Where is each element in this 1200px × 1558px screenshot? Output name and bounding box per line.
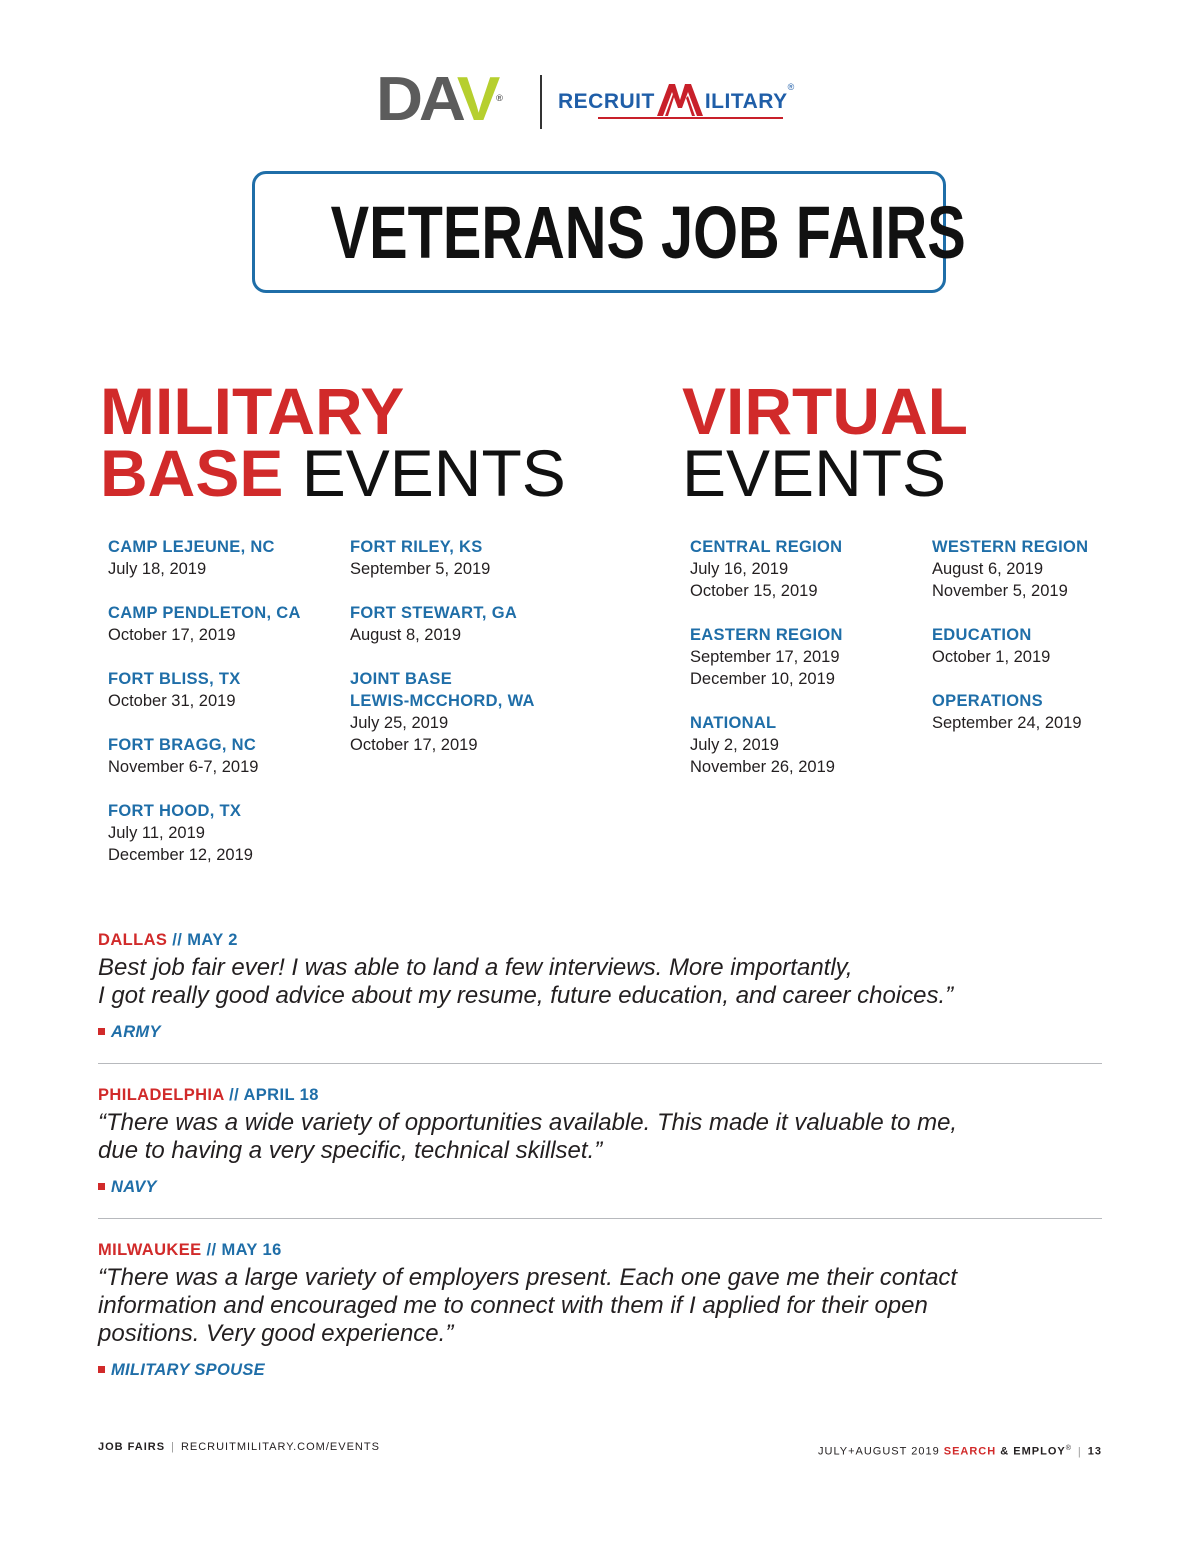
footer-section: JOB FAIRS [98, 1441, 166, 1453]
page-number: 13 [1087, 1445, 1102, 1458]
recruit-military-underline [598, 117, 783, 119]
divider [98, 1218, 1102, 1219]
event-operations: OPERATIONS September 24, 2019 [932, 692, 1082, 732]
event-western-region: WESTERN REGION August 6, 2019 November 5, 2019 [932, 538, 1089, 600]
military-heading-line2: BASE EVENTS [100, 436, 566, 510]
event-central-region: CENTRAL REGION July 16, 2019 October 15, 2019 [690, 538, 843, 600]
footer-issue: JULY+AUGUST 2019 [818, 1445, 940, 1458]
event-national: NATIONAL July 2, 2019 November 26, 2019 [690, 714, 835, 776]
footer-mag-rest: & EMPLOY [996, 1445, 1066, 1458]
virtual-events-heading [682, 374, 968, 510]
testimonial-dallas [98, 930, 1108, 1042]
event-fort-bliss: FORT BLISS, TX October 31, 2019 [108, 670, 241, 710]
event-fort-hood: FORT HOOD, TX July 11, 2019 December 12, 2019 [108, 802, 253, 864]
event-joint-base-lewis-mcchord: JOINT BASE LEWIS-MCCHORD, WA July 25, 2019 October 17, 2019 [350, 670, 535, 754]
event-fort-riley: FORT RILEY, KS September 5, 2019 [350, 538, 491, 578]
bullet-square-icon [98, 1183, 105, 1190]
page-title: VETERANS JOB FAIRS [330, 191, 966, 274]
dav-logo: DAV® [376, 65, 504, 134]
footer-url[interactable]: RECRUITMILITARY.COM/EVENTS [180, 1441, 380, 1453]
bullet-square-icon [98, 1366, 105, 1373]
event-education: EDUCATION October 1, 2019 [932, 626, 1051, 666]
virtual-heading-line1: VIRTUAL [682, 374, 968, 448]
logo-divider [540, 75, 542, 129]
event-eastern-region: EASTERN REGION September 17, 2019 December 10, 2019 [690, 626, 843, 688]
testimonial-quote: “There was a wide variety of opportunities available. This made it valuable to me, due to having a very specific, technical skillset.” [98, 1109, 958, 1164]
testimonial-quote: “There was a large variety of employers present. Each one gave me their contact information and encouraged me to connect with them if I applied for their open positions. Very good experience.” [98, 1264, 958, 1347]
event-fort-stewart: FORT STEWART, GA August 8, 2019 [350, 604, 518, 644]
testimonial-branch: NAVY [98, 1177, 1108, 1197]
testimonial-header: DALLAS // MAY 2 [98, 931, 238, 949]
recruit-military-m-icon [655, 82, 705, 118]
testimonial-branch: MILITARY SPOUSE [98, 1360, 1108, 1380]
footer-right: JULY+AUGUST 2019 SEARCH & EMPLOY® | 13 [818, 1445, 1102, 1458]
divider [98, 1063, 1102, 1064]
event-camp-lejeune: CAMP LEJEUNE, NC July 18, 2019 [108, 538, 275, 578]
testimonial-branch: ARMY [98, 1022, 1108, 1042]
military-heading-line1: MILITARY [100, 374, 405, 448]
testimonial-quote: Best job fair ever! I was able to land a few interviews. More importantly, I got really good advice about my resume, future education, and career choices.” [98, 954, 954, 1009]
title-box [252, 171, 966, 293]
logo-row [0, 65, 1200, 134]
military-base-events-heading [100, 374, 566, 510]
testimonial-philadelphia [98, 1085, 1108, 1197]
bullet-square-icon [98, 1028, 105, 1035]
event-camp-pendleton: CAMP PENDLETON, CA October 17, 2019 [108, 604, 301, 644]
virtual-heading-line2: EVENTS [682, 436, 947, 510]
testimonial-header: PHILADELPHIA // APRIL 18 [98, 1086, 319, 1104]
testimonial-header: MILWAUKEE // MAY 16 [98, 1241, 282, 1259]
testimonial-milwaukee [98, 1240, 1108, 1380]
recruit-military-logo: RECRUIT ILITARY® [558, 82, 794, 122]
footer-left: JOB FAIRS | RECRUITMILITARY.COM/EVENTS [98, 1441, 380, 1453]
footer-mag-search: SEARCH [943, 1445, 997, 1458]
event-fort-bragg: FORT BRAGG, NC November 6-7, 2019 [108, 736, 259, 776]
